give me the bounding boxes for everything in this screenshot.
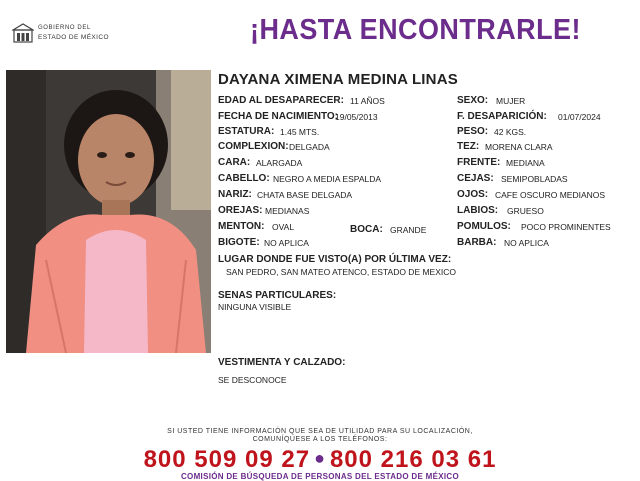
- label-marks: SENAS PARTICULARES:: [218, 290, 337, 301]
- value-nariz: CHATA BASE DELGADA: [257, 190, 353, 200]
- phone-2[interactable]: 800 216 03 61: [329, 446, 497, 473]
- label-boca: BOCA:: [350, 224, 383, 235]
- value-menton: OVAL: [272, 222, 295, 232]
- label-sexo: SEXO:: [457, 95, 489, 106]
- phone-1[interactable]: 800 509 09 27: [143, 446, 311, 473]
- missing-person-photo: [6, 70, 211, 353]
- label-clothing: VESTIMENTA Y CALZADO:: [218, 357, 346, 368]
- value-sexo: MUJER: [496, 96, 526, 106]
- label-cara: CARA:: [218, 157, 251, 168]
- label-complexion: COMPLEXION:: [218, 141, 289, 152]
- government-logo: [12, 22, 132, 46]
- value-clothing: SE DESCONOCE: [218, 375, 287, 385]
- value-pomulos: POCO PROMINENTES: [521, 222, 611, 232]
- label-labios: LABIOS:: [457, 205, 499, 216]
- label-tez: TEZ:: [457, 141, 480, 152]
- value-bigote: NO APLICA: [264, 238, 309, 248]
- value-cejas: SEMIPOBLADAS: [501, 174, 568, 184]
- label-ojos: OJOS:: [457, 189, 489, 200]
- value-last-seen: SAN PEDRO, SAN MATEO ATENCO, ESTADO DE MEXICO: [226, 267, 457, 277]
- value-edad: 11 AÑOS: [350, 96, 385, 106]
- label-orejas: OREJAS:: [218, 205, 263, 216]
- separator-dot-icon: ●: [314, 448, 326, 468]
- logo-line2: ESTADO DE MÉXICO: [38, 34, 109, 41]
- info-line1: SI USTED TIENE INFORMACIÓN QUE SEA DE UTILIDAD PARA SU LOCALIZACIÓN,: [167, 428, 473, 435]
- label-cejas: CEJAS:: [457, 173, 494, 184]
- label-nacimiento: FECHA DE NACIMIENTO:: [218, 111, 338, 122]
- commission-name: COMISIÓN DE BÚSQUEDA DE PERSONAS DEL ESTADO DE MÉXICO: [180, 472, 459, 481]
- label-bigote: BIGOTE:: [218, 237, 260, 248]
- state-emblem-icon: [12, 22, 34, 44]
- value-tez: MORENA CLARA: [485, 142, 553, 152]
- label-nariz: NARIZ:: [218, 189, 252, 200]
- value-estatura: 1.45 MTS.: [280, 127, 320, 137]
- person-name: DAYANA XIMENA MEDINA LINAS: [218, 71, 458, 88]
- label-barba: BARBA:: [457, 237, 497, 248]
- label-menton: MENTON:: [218, 221, 265, 232]
- value-boca: GRANDE: [390, 225, 427, 235]
- value-orejas: MEDIANAS: [265, 206, 310, 216]
- label-cabello: CABELLO:: [218, 173, 270, 184]
- label-pomulos: POMULOS:: [457, 221, 511, 232]
- value-marks: NINGUNA VISIBLE: [218, 302, 292, 312]
- value-ojos: CAFE OSCURO MEDIANOS: [495, 190, 606, 200]
- info-line2: COMUNÍQUESE A LOS TELÉFONOS:: [252, 436, 388, 443]
- value-barba: NO APLICA: [504, 238, 549, 248]
- value-nacimiento: 19/05/2013: [335, 112, 378, 122]
- value-complexion: DELGADA: [289, 142, 330, 152]
- label-last-seen: LUGAR DONDE FUE VISTO(A) POR ÚLTIMA VEZ:: [218, 254, 452, 265]
- value-desaparicion: 01/07/2024: [558, 112, 601, 122]
- label-peso: PESO:: [457, 126, 489, 137]
- value-cara: ALARGADA: [256, 158, 303, 168]
- label-estatura: ESTATURA:: [218, 126, 275, 137]
- logo-line1: GOBIERNO DEL: [38, 25, 91, 31]
- value-labios: GRUESO: [507, 206, 544, 216]
- headline: ¡HASTA ENCONTRARLE!: [250, 14, 581, 46]
- phone-numbers: [0, 446, 640, 474]
- value-peso: 42 KGS.: [494, 127, 527, 137]
- label-desaparicion: F. DESAPARICIÓN:: [457, 111, 547, 122]
- value-frente: MEDIANA: [506, 158, 545, 168]
- value-cabello: NEGRO A MEDIA ESPALDA: [273, 174, 382, 184]
- label-edad: EDAD AL DESAPARECER:: [218, 95, 344, 106]
- label-frente: FRENTE:: [457, 157, 501, 168]
